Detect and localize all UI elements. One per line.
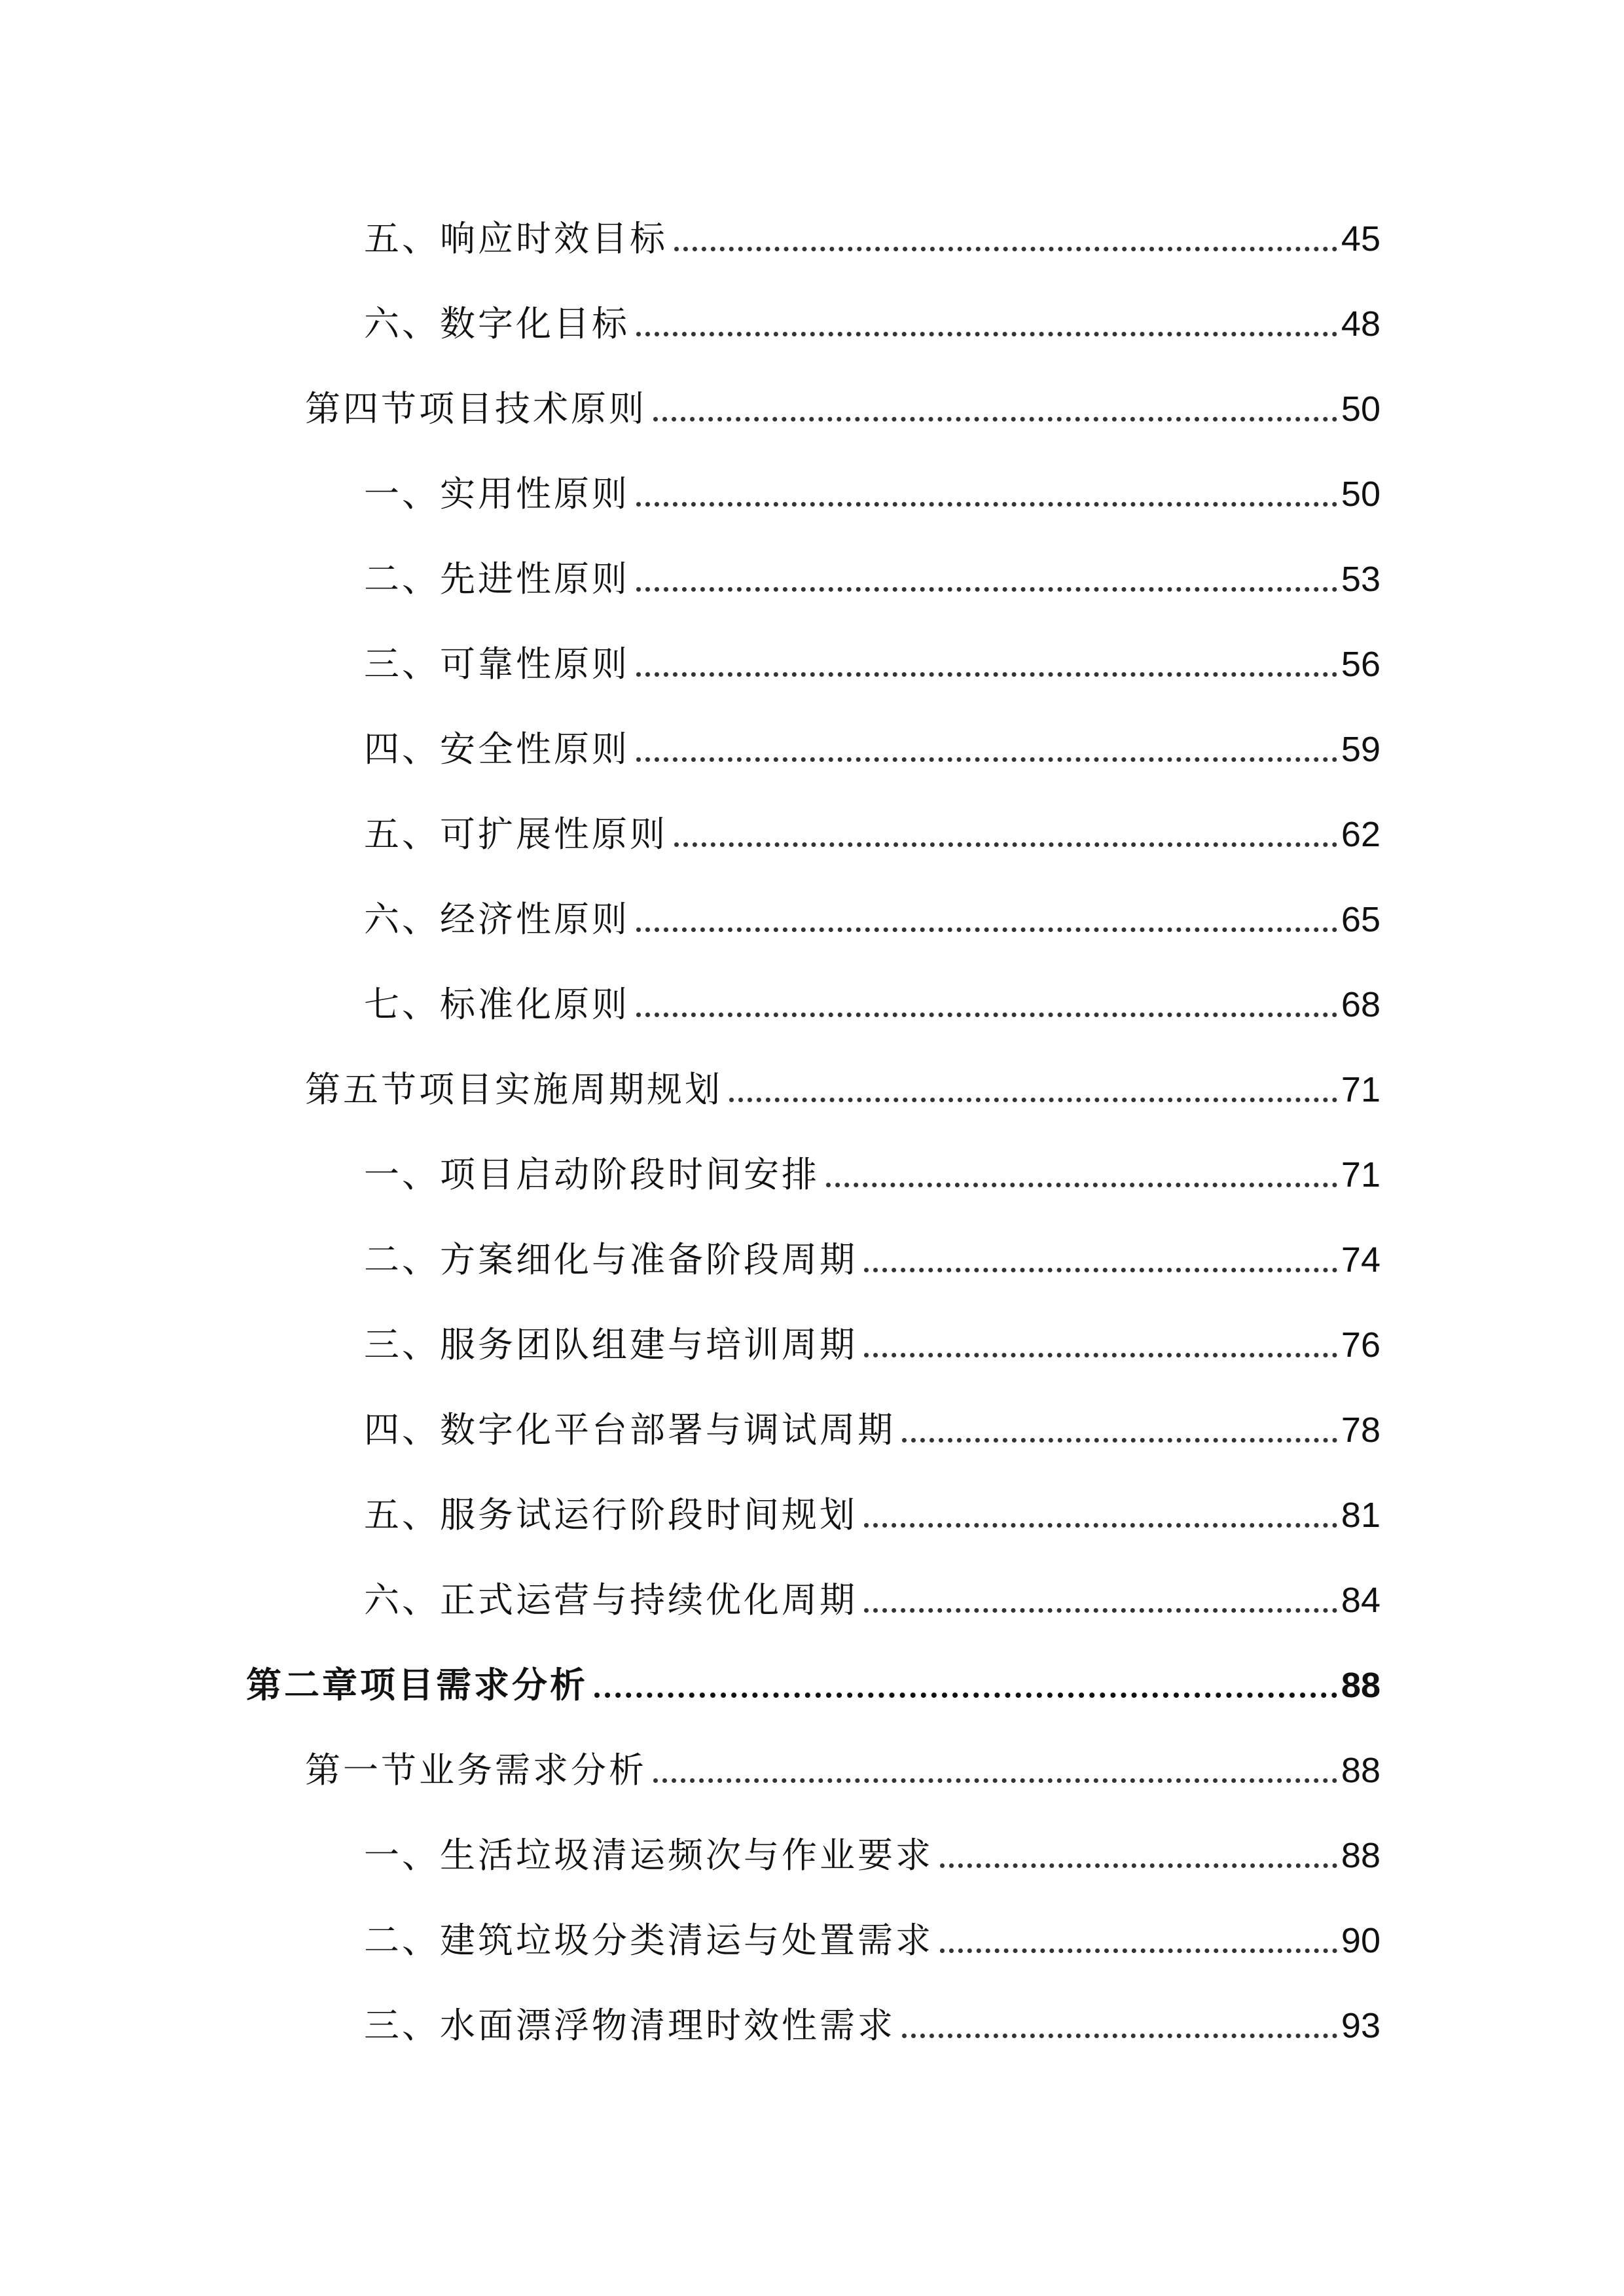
toc-entry-page: 81 <box>1341 1496 1380 1535</box>
toc-entry-title: 三、可靠性原则 <box>364 643 630 685</box>
toc-entry-title: 一、实用性原则 <box>364 473 630 514</box>
toc-entry[interactable] <box>364 805 1380 864</box>
toc-entry-title: 五、响应时效目标 <box>364 218 668 259</box>
toc-entry-page: 48 <box>1341 304 1380 344</box>
toc-dot-leader <box>636 332 1337 336</box>
toc-entry-page: 88 <box>1341 1666 1380 1705</box>
toc-dot-leader <box>864 1353 1337 1357</box>
toc-dot-leader <box>940 1948 1337 1953</box>
toc-entry-page: 88 <box>1341 1751 1380 1790</box>
toc-dot-leader <box>674 247 1337 251</box>
toc-dot-leader <box>636 587 1337 592</box>
toc-entry-title: 六、正式运营与持续优化周期 <box>364 1579 857 1621</box>
toc-entry-page: 59 <box>1341 730 1380 769</box>
toc-entry-page: 53 <box>1341 560 1380 599</box>
toc-entry-title: 第一节业务需求分析 <box>305 1749 647 1791</box>
toc-entry-page: 65 <box>1341 900 1380 939</box>
toc-entry-page: 45 <box>1341 219 1380 259</box>
toc-entry-chapter[interactable] <box>246 1656 1380 1715</box>
toc-entry-title: 七、标准化原则 <box>364 984 630 1025</box>
toc-entry-title: 一、项目启动阶段时间安排 <box>364 1154 820 1195</box>
toc-entry[interactable] <box>305 380 1380 439</box>
toc-entry-page: 62 <box>1341 815 1380 854</box>
toc-entry-title: 二、建筑垃圾分类清运与处置需求 <box>364 1920 933 1961</box>
toc-entry-page: 68 <box>1341 985 1380 1024</box>
toc-entry-title: 五、可扩展性原则 <box>364 814 668 855</box>
toc-entry-page: 78 <box>1341 1410 1380 1450</box>
toc-entry-title: 第二章项目需求分析 <box>246 1664 588 1706</box>
toc-entry-title: 四、数字化平台部署与调试周期 <box>364 1409 895 1450</box>
toc-dot-leader <box>940 1863 1337 1868</box>
toc-entry-page: 88 <box>1341 1836 1380 1875</box>
toc-entry[interactable] <box>364 1230 1380 1289</box>
toc-dot-leader <box>864 1608 1337 1613</box>
toc-dot-leader <box>636 502 1337 507</box>
toc-entry[interactable] <box>364 1145 1380 1204</box>
toc-dot-leader <box>636 672 1337 677</box>
toc-dot-leader <box>653 1778 1337 1783</box>
toc-dot-leader <box>653 417 1337 422</box>
toc-entry[interactable] <box>364 1911 1380 1970</box>
toc-dot-leader <box>674 842 1337 847</box>
toc-dot-leader <box>902 2034 1337 2038</box>
toc-dot-leader <box>636 757 1337 762</box>
toc-entry[interactable] <box>364 295 1380 353</box>
toc-entry-title: 四、安全性原则 <box>364 728 630 770</box>
toc-entry-title: 六、经济性原则 <box>364 899 630 940</box>
toc-entry-page: 50 <box>1341 475 1380 514</box>
toc-entry[interactable] <box>364 975 1380 1034</box>
toc-entry-page: 93 <box>1341 2006 1380 2045</box>
toc-entry-page: 74 <box>1341 1240 1380 1280</box>
toc-entry-page: 71 <box>1341 1070 1380 1109</box>
toc-entry[interactable] <box>364 635 1380 694</box>
toc-entry[interactable] <box>364 1401 1380 1460</box>
toc-dot-leader <box>636 927 1337 932</box>
toc-entry-title: 第四节项目技术原则 <box>305 388 647 429</box>
toc-entry[interactable] <box>364 720 1380 779</box>
toc-entry[interactable] <box>364 465 1380 524</box>
toc-entry-page: 76 <box>1341 1325 1380 1365</box>
toc-entry-title: 六、数字化目标 <box>364 303 630 344</box>
toc-dot-leader <box>864 1523 1337 1528</box>
toc-entry-page: 56 <box>1341 645 1380 684</box>
toc-dot-leader <box>826 1183 1337 1187</box>
toc-entry-title: 二、方案细化与准备阶段周期 <box>364 1239 857 1280</box>
toc-dot-leader <box>864 1268 1337 1272</box>
toc-entry[interactable] <box>364 209 1380 268</box>
toc-entry[interactable] <box>305 1741 1380 1800</box>
toc-dot-leader <box>594 1693 1337 1698</box>
toc-dot-leader <box>902 1438 1337 1443</box>
toc-entry-title: 第五节项目实施周期规划 <box>305 1069 723 1110</box>
toc-entry-page: 71 <box>1341 1155 1380 1194</box>
toc-entry[interactable] <box>364 550 1380 609</box>
toc-entry[interactable] <box>364 1486 1380 1545</box>
toc-entry[interactable] <box>305 1060 1380 1119</box>
toc-entry-title: 三、服务团队组建与培训周期 <box>364 1324 857 1365</box>
toc-entry[interactable] <box>364 1571 1380 1630</box>
toc-entry-title: 二、先进性原则 <box>364 558 630 600</box>
toc-entry-page: 90 <box>1341 1921 1380 1960</box>
toc-entry-page: 50 <box>1341 389 1380 429</box>
toc-entry[interactable] <box>364 1826 1380 1885</box>
toc-entry-title: 五、服务试运行阶段时间规划 <box>364 1494 857 1535</box>
toc-dot-leader <box>729 1098 1337 1102</box>
toc-entry[interactable] <box>364 1996 1380 2055</box>
toc-entry-title: 一、生活垃圾清运频次与作业要求 <box>364 1835 933 1876</box>
toc-dot-leader <box>636 1013 1337 1017</box>
toc-entry-page: 84 <box>1341 1581 1380 1620</box>
toc-entry-title: 三、水面漂浮物清理时效性需求 <box>364 2005 895 2046</box>
toc-entry[interactable] <box>364 890 1380 949</box>
toc-entry[interactable] <box>364 1316 1380 1374</box>
